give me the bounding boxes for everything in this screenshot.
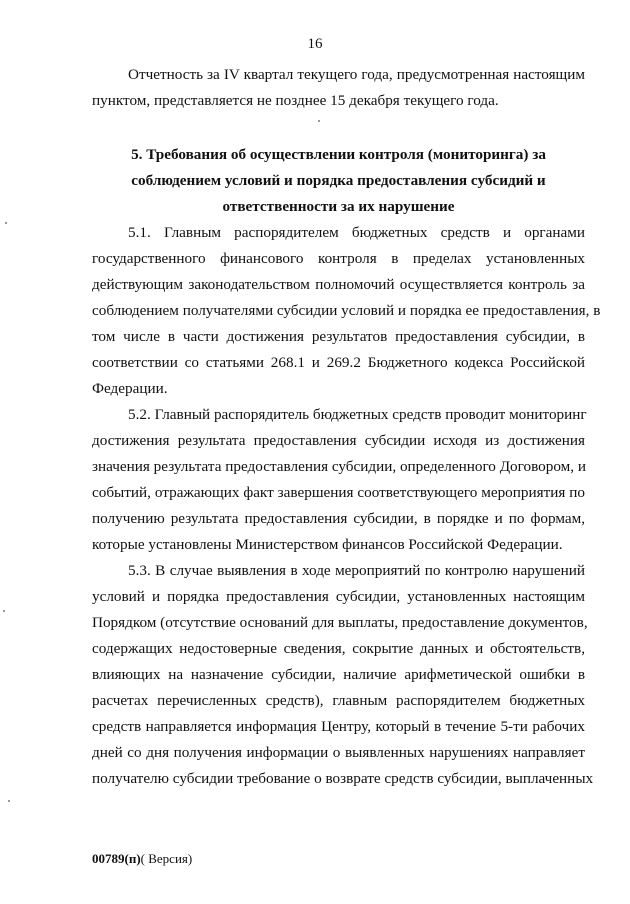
para-5-1-line-1: 5.1. Главным распорядителем бюджетных средств и органами [128,224,585,241]
para-5-3-line-6: расчетах перечисленных средств), главным распорядителем бюджетных [92,692,585,709]
section-heading-line-3: ответственности за их нарушение [222,198,455,215]
footer [92,851,192,867]
para-5-3-line-7: средств направляется информация Центру, который в течение 5-ти рабочих [92,718,585,735]
para-5-2-line-1: 5.2. Главный распорядитель бюджетных средств проводит мониторинг [128,406,587,423]
para-5-2-line-3: значения результата предоставления субсидии, определенного Договором, и [92,458,586,475]
para-5-3-line-5: влияющих на назначение субсидии, наличие арифметической ошибки в [92,666,585,683]
section-heading-line-1: 5. Требования об осуществлении контроля (мониторинга) за [131,146,546,163]
scan-speck [3,610,5,612]
para-5-1-line-6: соответствии со статьями 268.1 и 269.2 Бюджетного кодекса Российской [92,354,585,371]
para-5-2-line-6: которые установлены Министерством финансов Российской Федерации. [92,536,563,553]
para-5-1-line-5: том числе в части достижения результатов предоставления субсидии, в [92,328,585,345]
para-5-2-line-2: достижения результата предоставления субсидии исходя из достижения [92,432,585,449]
intro-line-2: пунктом, представляется не позднее 15 декабря текущего года. [92,92,499,109]
para-5-2-line-4: событий, отражающих факт завершения соответствующего мероприятия по [92,484,585,501]
section-heading-line-2: соблюдением условий и порядка предоставления субсидий и [131,172,546,189]
para-5-1-line-2: государственного финансового контроля в пределах установленных [92,250,585,267]
para-5-3-line-4: содержащих недостоверные сведения, сокрытие данных и обстоятельств, [92,640,585,657]
para-5-3-line-3: Порядком (отсутствие оснований для выплаты, предоставление документов, [92,614,588,631]
para-5-3-line-9: получателю субсидии требование о возврате средств субсидии, выплаченных [92,770,594,787]
scan-speck [318,120,320,122]
scan-speck [8,800,10,802]
para-5-1-line-3: действующим законодательством полномочий осуществляется контроль за [92,276,585,293]
intro-line-1: Отчетность за IV квартал текущего года, предусмотренная настоящим [128,66,585,83]
para-5-3-line-1: 5.3. В случае выявления в ходе мероприятий по контролю нарушений [128,562,585,579]
document-code: 00789(п) [92,851,141,866]
page-number: 16 [307,36,323,52]
document-version: ( Версия) [140,851,193,866]
para-5-2-line-5: получению результата предоставления субсидии, в порядке и по формам, [92,510,585,527]
para-5-1-line-7: Федерации. [92,380,168,397]
para-5-3-line-8: дней со дня получения информации о выявленных нарушениях направляет [92,744,585,761]
para-5-3-line-2: условий и порядка предоставления субсидии, установленных настоящим [92,588,585,605]
para-5-1-line-4: соблюдением получателями субсидии условий и порядка ее предоставления, в [92,302,601,319]
scan-speck [5,222,7,224]
